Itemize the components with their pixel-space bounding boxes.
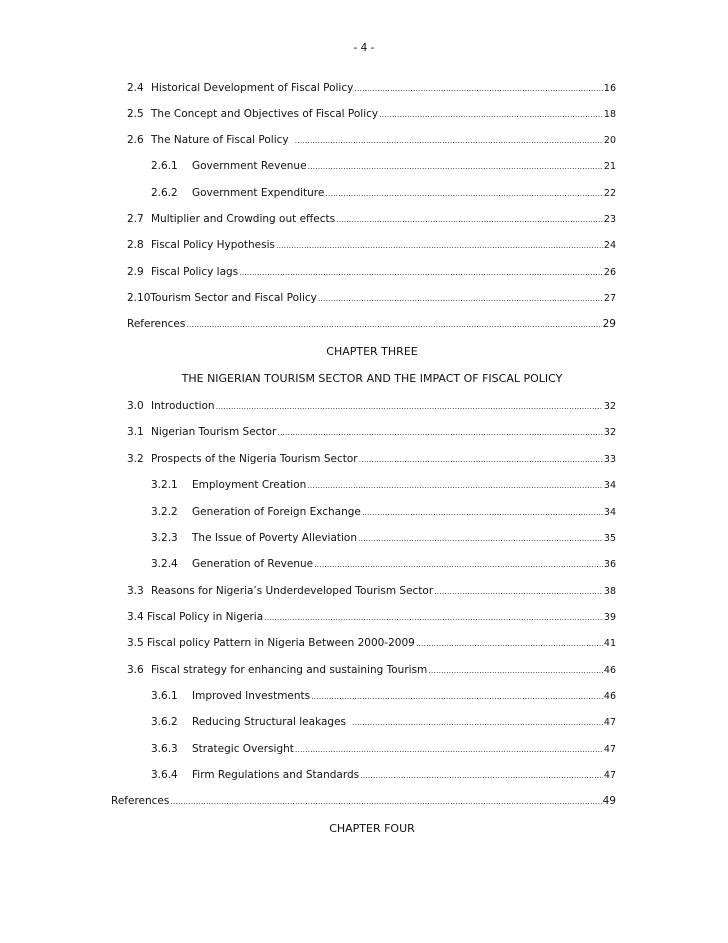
dot-leader bbox=[428, 664, 603, 678]
toc-entry-label: 3.2.1 Employment Creation bbox=[151, 479, 307, 491]
toc-entry-label: 3.2 Prospects of the Nigeria Tourism Sector bbox=[127, 453, 358, 465]
dot-leader bbox=[295, 743, 603, 757]
dot-leader bbox=[379, 108, 603, 122]
dot-leader bbox=[295, 134, 603, 148]
toc-entry-2-7[interactable] bbox=[127, 212, 616, 226]
toc-page-number: 33 bbox=[603, 454, 616, 465]
toc-entry-3-4[interactable] bbox=[127, 610, 616, 624]
dot-leader bbox=[325, 187, 603, 201]
toc-entry-2-6[interactable] bbox=[127, 133, 616, 147]
toc-page-number: 18 bbox=[603, 109, 616, 120]
toc-page-number: 16 bbox=[603, 83, 616, 94]
toc-entry-3-2-3[interactable] bbox=[151, 531, 616, 545]
toc-page-number: 49 bbox=[602, 795, 616, 807]
dot-leader bbox=[307, 479, 603, 493]
toc-page-number: 32 bbox=[603, 427, 616, 438]
page-number: - 4 - bbox=[353, 42, 375, 54]
dot-leader bbox=[318, 292, 603, 306]
toc-entry-label: 3.2.3 The Issue of Poverty Alleviation bbox=[151, 532, 358, 544]
toc-entry-2-4[interactable] bbox=[127, 81, 616, 95]
toc-page-number: 34 bbox=[603, 507, 616, 518]
dot-leader bbox=[308, 160, 603, 174]
toc-entry-3-2[interactable] bbox=[127, 452, 616, 466]
toc-page-number: 23 bbox=[603, 214, 616, 225]
toc-entry-2-9[interactable] bbox=[127, 265, 616, 279]
dot-leader bbox=[359, 453, 603, 467]
toc-entry-label: 2.8 Fiscal Policy Hypothesis bbox=[127, 239, 275, 251]
toc-entry-label: 3.1 Nigerian Tourism Sector bbox=[127, 426, 277, 438]
toc-page-number: 47 bbox=[603, 744, 616, 755]
toc-page-number: 34 bbox=[603, 480, 616, 491]
toc-entry-3-2-4[interactable] bbox=[151, 557, 616, 571]
dot-leader bbox=[354, 82, 603, 96]
toc-entry-label: 2.6.2 Government Expenditure bbox=[151, 187, 325, 199]
toc-entry-3-2-2[interactable] bbox=[151, 505, 616, 519]
dot-leader bbox=[264, 611, 603, 625]
toc-entry-3-1[interactable] bbox=[127, 425, 616, 439]
toc-entry-label: References bbox=[111, 795, 170, 807]
toc-entry-label: 2.9 Fiscal Policy lags bbox=[127, 266, 239, 278]
dot-leader bbox=[186, 318, 601, 332]
toc-page-number: 29 bbox=[602, 318, 616, 330]
toc-entry-references-ch2[interactable] bbox=[127, 317, 616, 331]
toc-entry-2-5[interactable] bbox=[127, 107, 616, 121]
toc-entry-2-6-2[interactable] bbox=[151, 186, 616, 200]
dot-leader bbox=[314, 558, 603, 572]
toc-entry-label: 3.6.1 Improved Investments bbox=[151, 690, 311, 702]
toc-entry-label: 3.0 Introduction bbox=[127, 400, 215, 412]
dot-leader bbox=[216, 400, 603, 414]
toc-page-number: 26 bbox=[603, 267, 616, 278]
dot-leader bbox=[276, 239, 603, 253]
toc-entry-label: 2.6 The Nature of Fiscal Policy bbox=[127, 134, 289, 146]
toc-entry-3-6-1[interactable] bbox=[151, 689, 616, 703]
toc-entry-label: 3.4 Fiscal Policy in Nigeria bbox=[127, 611, 264, 623]
toc-entry-label: 3.5 Fiscal policy Pattern in Nigeria Between 2000-2009 bbox=[127, 637, 415, 649]
toc-page-number: 22 bbox=[603, 188, 616, 199]
chapter-three-heading: CHAPTER THREE bbox=[326, 345, 418, 358]
toc-page-number: 41 bbox=[603, 638, 616, 649]
toc-page-number: 21 bbox=[603, 161, 616, 172]
toc-entry-2-6-1[interactable] bbox=[151, 159, 616, 173]
toc-entry-references-ch3[interactable] bbox=[111, 794, 616, 808]
toc-page-number: 47 bbox=[603, 717, 616, 728]
toc-page-number: 27 bbox=[603, 293, 616, 304]
toc-entry-3-5[interactable] bbox=[127, 636, 616, 650]
toc-entry-label: 3.6.2 Reducing Structural leakages bbox=[151, 716, 346, 728]
toc-page-number: 32 bbox=[603, 401, 616, 412]
dot-leader bbox=[311, 690, 603, 704]
toc-entry-2-10[interactable] bbox=[127, 291, 616, 305]
toc-page-number: 38 bbox=[603, 586, 616, 597]
dot-leader bbox=[336, 213, 603, 227]
chapter-four-heading: CHAPTER FOUR bbox=[329, 822, 415, 835]
chapter-three-subheading: THE NIGERIAN TOURISM SECTOR AND THE IMPACT OF FISCAL POLICY bbox=[181, 372, 563, 385]
toc-entry-3-6-4[interactable] bbox=[151, 768, 616, 782]
dot-leader bbox=[434, 585, 603, 599]
toc-page-number: 46 bbox=[603, 665, 616, 676]
toc-page-number: 39 bbox=[603, 612, 616, 623]
dot-leader bbox=[239, 266, 603, 280]
toc-entry-label: 3.6.4 Firm Regulations and Standards bbox=[151, 769, 360, 781]
toc-entry-3-6-3[interactable] bbox=[151, 742, 616, 756]
toc-page-number: 24 bbox=[603, 240, 616, 251]
toc-entry-label: 3.2.2 Generation of Foreign Exchange bbox=[151, 506, 361, 518]
toc-entry-label: 2.6.1 Government Revenue bbox=[151, 160, 307, 172]
toc-entry-label: 3.3 Reasons for Nigeria’s Underdeveloped Tourism Sector bbox=[127, 585, 434, 597]
toc-entry-label: References bbox=[127, 318, 186, 330]
toc-entry-label: 3.6 Fiscal strategy for enhancing and sustaining Tourism bbox=[127, 664, 428, 676]
dot-leader bbox=[416, 637, 603, 651]
toc-entry-label: 2.7 Multiplier and Crowding out effects bbox=[127, 213, 336, 225]
toc-entry-3-6[interactable] bbox=[127, 663, 616, 677]
toc-page-number: 47 bbox=[603, 770, 616, 781]
toc-entry-label: 2.5 The Concept and Objectives of Fiscal Policy bbox=[127, 108, 379, 120]
toc-entry-3-3[interactable] bbox=[127, 584, 616, 598]
toc-entry-label: 2.4 Historical Development of Fiscal Policy bbox=[127, 82, 354, 94]
toc-page-number: 36 bbox=[603, 559, 616, 570]
toc-page-number: 35 bbox=[603, 533, 616, 544]
toc-entry-3-0[interactable] bbox=[127, 399, 616, 413]
toc-page-number: 46 bbox=[603, 691, 616, 702]
toc-entry-label: 3.6.3 Strategic Oversight bbox=[151, 743, 294, 755]
toc-entry-label: 2.10Tourism Sector and Fiscal Policy bbox=[127, 292, 317, 304]
toc-entry-label: 3.2.4 Generation of Revenue bbox=[151, 558, 314, 570]
dot-leader bbox=[170, 795, 601, 809]
dot-leader bbox=[352, 716, 603, 730]
toc-page-number: 20 bbox=[603, 135, 616, 146]
toc-entry-3-6-2[interactable] bbox=[151, 715, 616, 729]
toc-entry-3-2-1[interactable] bbox=[151, 478, 616, 492]
toc-entry-2-8[interactable] bbox=[127, 238, 616, 252]
dot-leader bbox=[358, 532, 603, 546]
dot-leader bbox=[277, 426, 603, 440]
dot-leader bbox=[362, 506, 603, 520]
dot-leader bbox=[360, 769, 603, 783]
